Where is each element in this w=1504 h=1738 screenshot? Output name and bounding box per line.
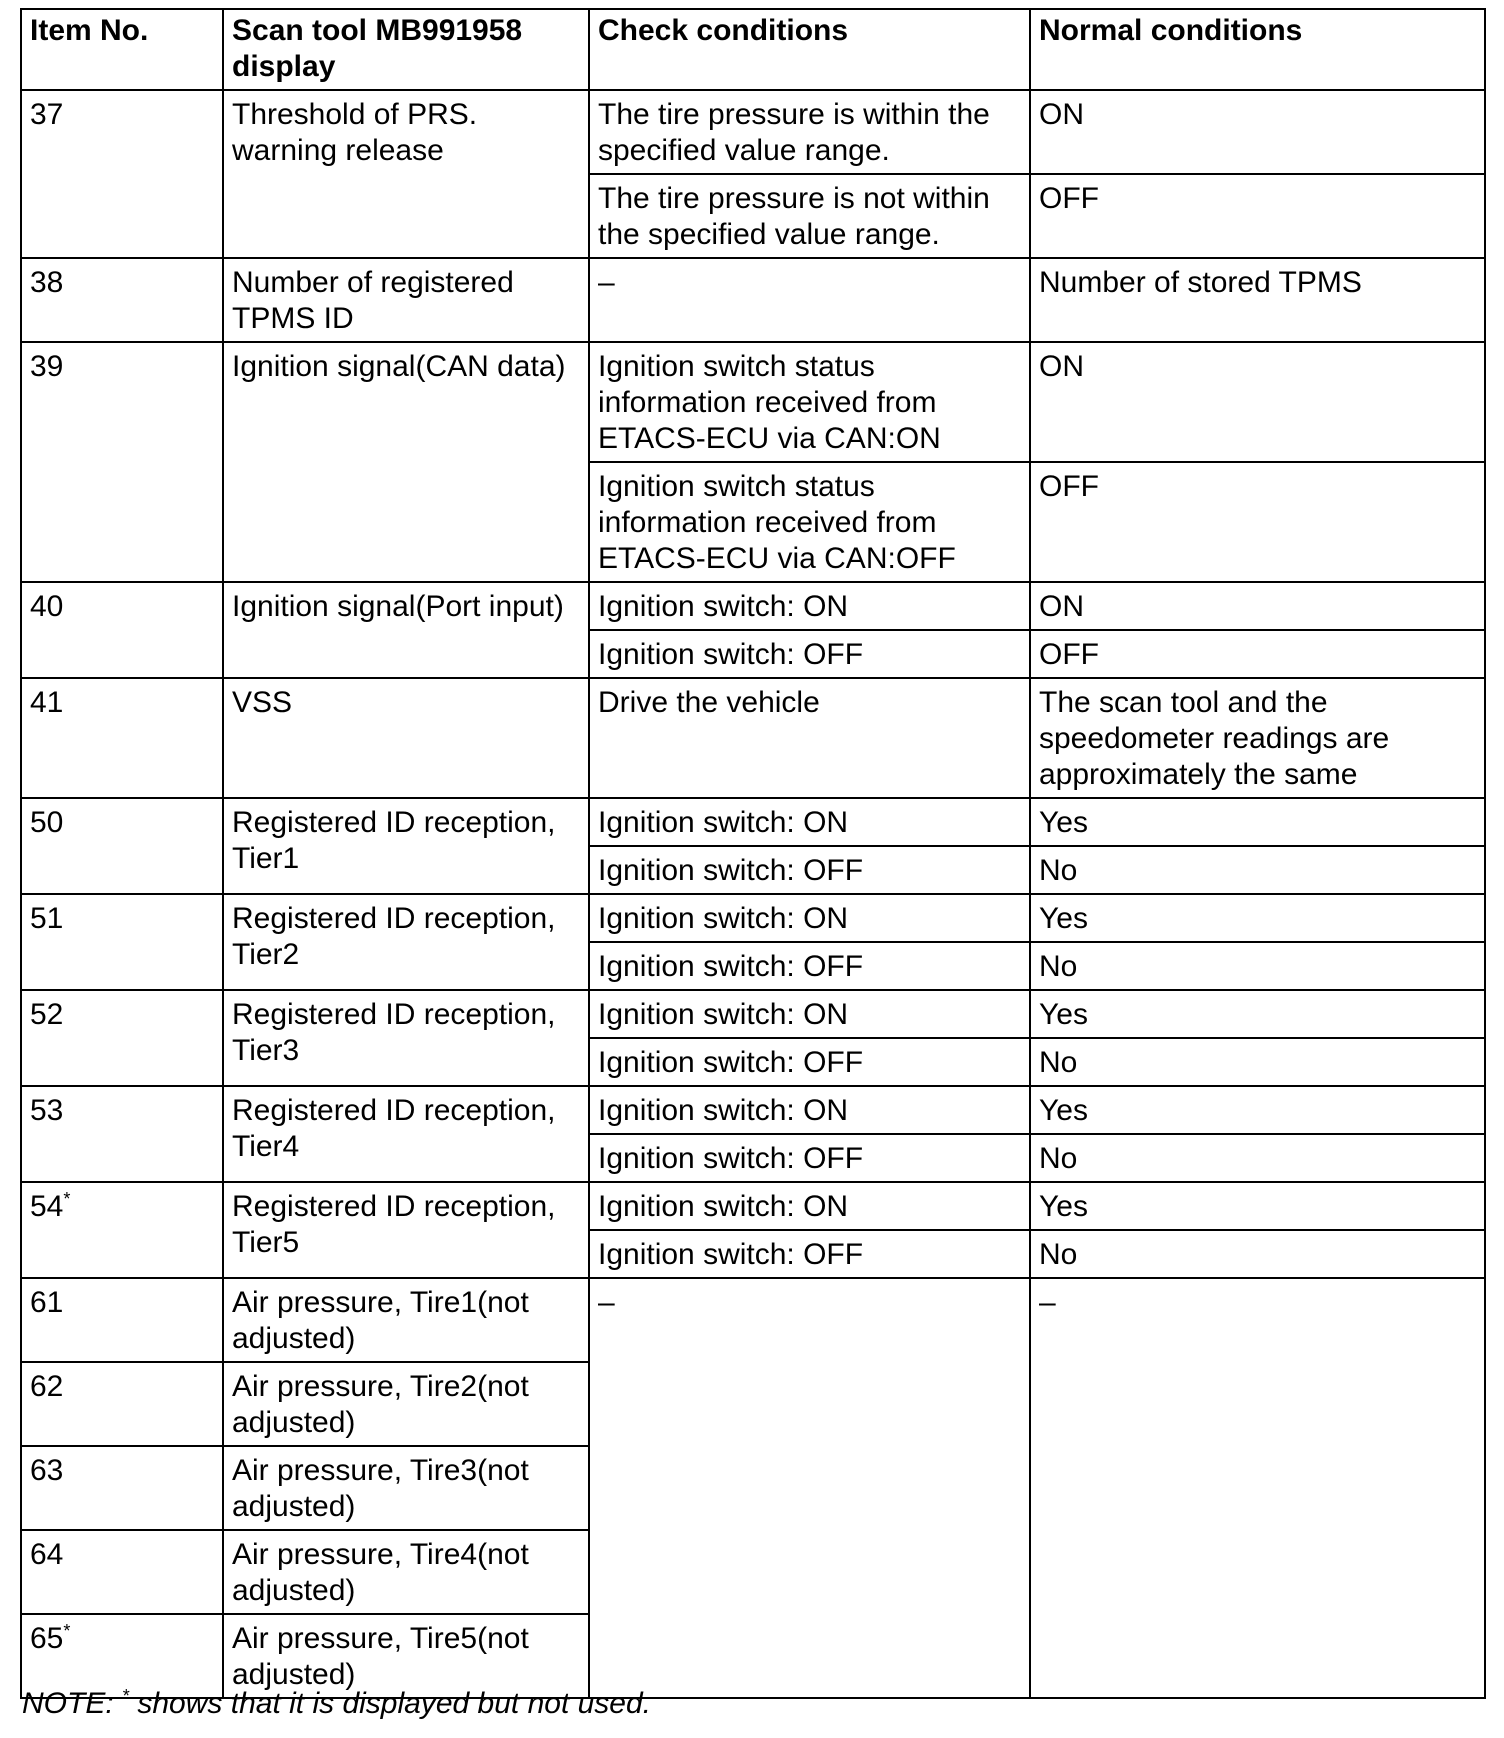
check-condition: Ignition switch: ON: [589, 798, 1030, 846]
display-name: Registered ID reception, Tier2: [223, 894, 589, 990]
normal-condition: No: [1030, 942, 1485, 990]
normal-condition: The scan tool and the speedometer readings are approximately the same: [1030, 678, 1485, 798]
footnote-mark: *: [63, 1189, 71, 1209]
display-name: Registered ID reception, Tier1: [223, 798, 589, 894]
table-row: [21, 582, 1485, 630]
footnote-mark: *: [63, 1621, 71, 1641]
table-row: [21, 258, 1485, 342]
header-row: [21, 9, 1485, 90]
item-no: 37: [21, 90, 223, 258]
note-prefix: NOTE:: [22, 1687, 123, 1720]
check-condition: Ignition switch status information received from ETACS-ECU via CAN:ON: [589, 342, 1030, 462]
check-condition: Ignition switch: ON: [589, 1182, 1030, 1230]
item-no: 40: [21, 582, 223, 678]
normal-condition: Number of stored TPMS: [1030, 258, 1485, 342]
header-normal: Normal conditions: [1030, 9, 1485, 90]
normal-condition: No: [1030, 846, 1485, 894]
normal-condition: No: [1030, 1230, 1485, 1278]
note-text: shows that it is displayed but not used.: [129, 1687, 651, 1720]
item-no: 51: [21, 894, 223, 990]
normal-condition: Yes: [1030, 990, 1485, 1038]
display-name: Air pressure, Tire5(not adjusted): [223, 1614, 589, 1698]
item-no: 61: [21, 1278, 223, 1362]
table-row: [21, 90, 1485, 174]
normal-condition: –: [1030, 1278, 1485, 1698]
check-condition: Ignition switch: OFF: [589, 630, 1030, 678]
display-name: Air pressure, Tire4(not adjusted): [223, 1530, 589, 1614]
display-name: Threshold of PRS. warning release: [223, 90, 589, 258]
check-condition: Ignition switch: OFF: [589, 1134, 1030, 1182]
display-name: VSS: [223, 678, 589, 798]
normal-condition: OFF: [1030, 630, 1485, 678]
data-list-table: [20, 8, 1486, 1699]
check-condition: Ignition switch: OFF: [589, 1230, 1030, 1278]
table-row: [21, 990, 1485, 1038]
normal-condition: Yes: [1030, 798, 1485, 846]
check-condition: Ignition switch: OFF: [589, 942, 1030, 990]
table-row: [21, 678, 1485, 798]
normal-condition: ON: [1030, 90, 1485, 174]
display-name: Ignition signal(CAN data): [223, 342, 589, 582]
item-no: 50: [21, 798, 223, 894]
table-row: [21, 342, 1485, 462]
normal-condition: No: [1030, 1038, 1485, 1086]
table-row: [21, 1278, 1485, 1362]
item-no-value: 65: [30, 1622, 64, 1655]
normal-condition: No: [1030, 1134, 1485, 1182]
table-row: [21, 894, 1485, 942]
item-no: 62: [21, 1362, 223, 1446]
item-no: 39: [21, 342, 223, 582]
header-display: Scan tool MB991958 display: [223, 9, 589, 90]
item-no: 41: [21, 678, 223, 798]
display-name: Ignition signal(Port input): [223, 582, 589, 678]
header-item-no: Item No.: [21, 9, 223, 90]
normal-condition: Yes: [1030, 1182, 1485, 1230]
check-condition: Ignition switch: ON: [589, 894, 1030, 942]
header-check: Check conditions: [589, 9, 1030, 90]
item-no: 63: [21, 1446, 223, 1530]
normal-condition: ON: [1030, 582, 1485, 630]
display-name: Air pressure, Tire1(not adjusted): [223, 1278, 589, 1362]
check-condition: Ignition switch: OFF: [589, 846, 1030, 894]
check-condition: Ignition switch: ON: [589, 990, 1030, 1038]
check-condition: Drive the vehicle: [589, 678, 1030, 798]
normal-condition: Yes: [1030, 1086, 1485, 1134]
footnote-mark: *: [122, 1686, 130, 1706]
display-name: Registered ID reception, Tier4: [223, 1086, 589, 1182]
display-name: Number of registered TPMS ID: [223, 258, 589, 342]
check-condition: The tire pressure is not within the specified value range.: [589, 174, 1030, 258]
display-name: Air pressure, Tire2(not adjusted): [223, 1362, 589, 1446]
item-no: 52: [21, 990, 223, 1086]
item-no: 38: [21, 258, 223, 342]
display-name: Registered ID reception, Tier3: [223, 990, 589, 1086]
normal-condition: Yes: [1030, 894, 1485, 942]
item-no-value: 54: [30, 1190, 64, 1223]
check-condition: Ignition switch: OFF: [589, 1038, 1030, 1086]
check-condition: –: [589, 258, 1030, 342]
display-name: Registered ID reception, Tier5: [223, 1182, 589, 1278]
check-condition: Ignition switch status information received from ETACS-ECU via CAN:OFF: [589, 462, 1030, 582]
normal-condition: ON: [1030, 342, 1485, 462]
check-condition: The tire pressure is within the specified value range.: [589, 90, 1030, 174]
normal-condition: OFF: [1030, 174, 1485, 258]
item-no: [21, 1182, 223, 1278]
check-condition: –: [589, 1278, 1030, 1698]
table-row: [21, 798, 1485, 846]
normal-condition: OFF: [1030, 462, 1485, 582]
item-no: 53: [21, 1086, 223, 1182]
table-row: [21, 1086, 1485, 1134]
table-row: [21, 1182, 1485, 1230]
check-condition: Ignition switch: ON: [589, 1086, 1030, 1134]
footnote-note: [22, 1686, 651, 1722]
item-no: 64: [21, 1530, 223, 1614]
display-name: Air pressure, Tire3(not adjusted): [223, 1446, 589, 1530]
check-condition: Ignition switch: ON: [589, 582, 1030, 630]
